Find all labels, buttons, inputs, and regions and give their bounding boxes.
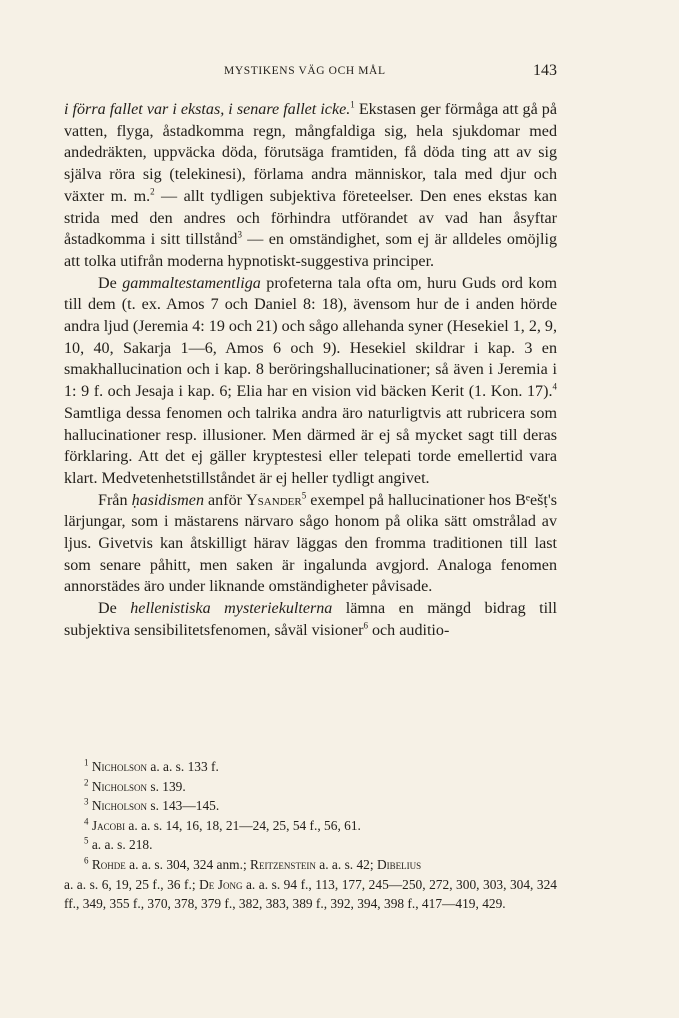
- footnote-text: a. a. s. 6, 19, 25 f., 36 f.;: [64, 876, 200, 892]
- footnote-mark: 2: [84, 777, 89, 788]
- footnote-mark: 3: [84, 796, 89, 807]
- paragraph-4: [64, 598, 557, 641]
- footnote-ref: 5: [301, 490, 307, 501]
- paragraph-text: och auditio-: [367, 621, 450, 639]
- footnote-mark: 4: [84, 816, 89, 827]
- footnote-ref: 4: [552, 381, 557, 392]
- footnote-mark: 1: [84, 757, 89, 768]
- footnote-ref: 2: [150, 186, 155, 197]
- paragraph-text: exempel på hallucinationer hos Bᵉešṭ's lärjungar, som i mästarens närvaro sågo honom på olika sätt omstrålad av ljus. Givetvis kan åtskilligt härav läggas den fromma traditionen till last som senare påhitt, men saken är ingalunda avgjord. Analoga fenomen annorstädes äro under liknande omständigheter påvisade.: [64, 491, 557, 596]
- italic-phrase: hellenistiska mysteriekulterna: [130, 600, 333, 618]
- footnote-4: [64, 816, 557, 836]
- footnote-text: a. a. s. 218.: [91, 837, 153, 853]
- author-name: Jacobi: [91, 817, 126, 833]
- paragraph-text: Samtliga dessa fenomen och talrika andra äro naturligtvis att rubricera som hallucinationer resp. illusioner. Men därmed är ej så mycket sagt till deras förklaring. Att det ej gäller kryptestesi eller telepati torde emellertid vara klart. Medvetenhetstillståndet är ej heller tydligt angivet.: [64, 404, 557, 487]
- footnote-1: [64, 757, 557, 777]
- footnote-text: a. a. s. 14, 16, 18, 21—24, 25, 54 f., 56, 61.: [125, 817, 361, 833]
- paragraph-text: De: [98, 600, 131, 618]
- footnote-text: a. a. s. 42;: [315, 856, 377, 872]
- paragraph-text: — en omständighet, som ej är alldeles omöjlig att tolka utifrån moderna hypnotiskt-suggestiva principer.: [64, 231, 558, 270]
- author-name: Dibelius: [376, 856, 422, 872]
- author-name: Nicholson: [91, 798, 148, 814]
- author-name: De Jong: [199, 876, 243, 892]
- italic-phrase: i förra fallet var i ekstas, i senare fallet icke.: [64, 101, 351, 118]
- paragraph-text: lämna en mängd bidrag till subjektiva sensibilitetsfenomen, såväl visioner: [64, 600, 557, 639]
- paragraph-3: [64, 490, 557, 599]
- paragraph-text: Ekstasen ger förmåga att gå på vatten, flyga, åstadkomma regn, mångfaldiga sig, hela sjukdomar med andedräkten, uppväcka döda, förutsäga framtiden, få döda ting att av sig själva röra sig (telekinesi), förlama andra människor, tala med djur och växter m. m.: [64, 101, 557, 205]
- author-name: Rohde: [91, 856, 126, 872]
- footnote-text: s. 139.: [147, 778, 186, 794]
- running-head: MYSTIKENS VÄG OCH MÅL: [224, 65, 386, 77]
- paragraph-text: — allt tydligen subjektiva företeelser. Den enes ekstas kan strida med den andres och förhindra utförandet av vad han åsyftar åstadkomma i sitt tillstånd: [64, 187, 557, 249]
- author-name: Ysander: [246, 491, 302, 509]
- footnotes: [64, 757, 557, 914]
- page-number: 143: [533, 62, 557, 79]
- paragraph-text: Från: [98, 491, 132, 509]
- author-name: Reitzenstein: [250, 856, 316, 872]
- paragraph-text: profeterna tala ofta om, huru Guds ord kom till dem (t. ex. Amos 7 och Daniel 8: 18), ävensom hur de i anden hörde andra ljud (Jeremia 4: 19 och 21) och sågo allehanda syner (Hesekiel 1, 2, 9, 10, 40, Sakarja 1—6, Amos 6 och 9). Hesekiel skildrar i kap. 3 en smakhallucination och i kap. 8 beröringshallucinationer; så även i Jeremia i 1: 9 f. och Jesaja i kap. 6; Elia har en vision vid bäcken Kerit (1. Kon. 17).: [64, 274, 557, 401]
- footnote-ref: 6: [363, 620, 368, 631]
- paragraph-text: anför: [203, 491, 247, 509]
- footnote-mark: 6: [84, 855, 89, 866]
- footnote-2: [64, 777, 557, 797]
- body-text: [64, 99, 557, 642]
- footnote-6: [64, 855, 557, 875]
- footnote-3: [64, 796, 557, 816]
- author-name: Nicholson: [91, 759, 148, 774]
- page-header: [64, 62, 557, 86]
- author-name: Nicholson: [91, 778, 148, 794]
- paragraph-1: [64, 99, 557, 273]
- paragraph-2: [64, 273, 557, 490]
- footnote-ref: 3: [237, 229, 242, 240]
- footnote-text: a. a. s. 133 f.: [147, 759, 219, 774]
- italic-phrase: ḥasidismen: [131, 491, 204, 509]
- footnote-text: a. a. s. 94 f., 113, 177, 245—250, 272, 300, 303, 304, 324 ff., 349, 355 f., 370, 378, 379 f., 382, 383, 389 f., 392, 394, 398 f., 417—419, 429.: [64, 876, 558, 912]
- paragraph-text: De: [98, 274, 123, 292]
- footnote-5: [64, 835, 557, 855]
- footnote-text: a. a. s. 304, 324 anm.;: [125, 856, 251, 872]
- footnote-text: s. 143—145.: [147, 798, 220, 814]
- footnote-ref: 1: [350, 99, 355, 110]
- footnote-6-continued: [64, 875, 557, 914]
- footnote-mark: 5: [84, 835, 89, 846]
- italic-phrase: gammaltestamentliga: [122, 274, 261, 292]
